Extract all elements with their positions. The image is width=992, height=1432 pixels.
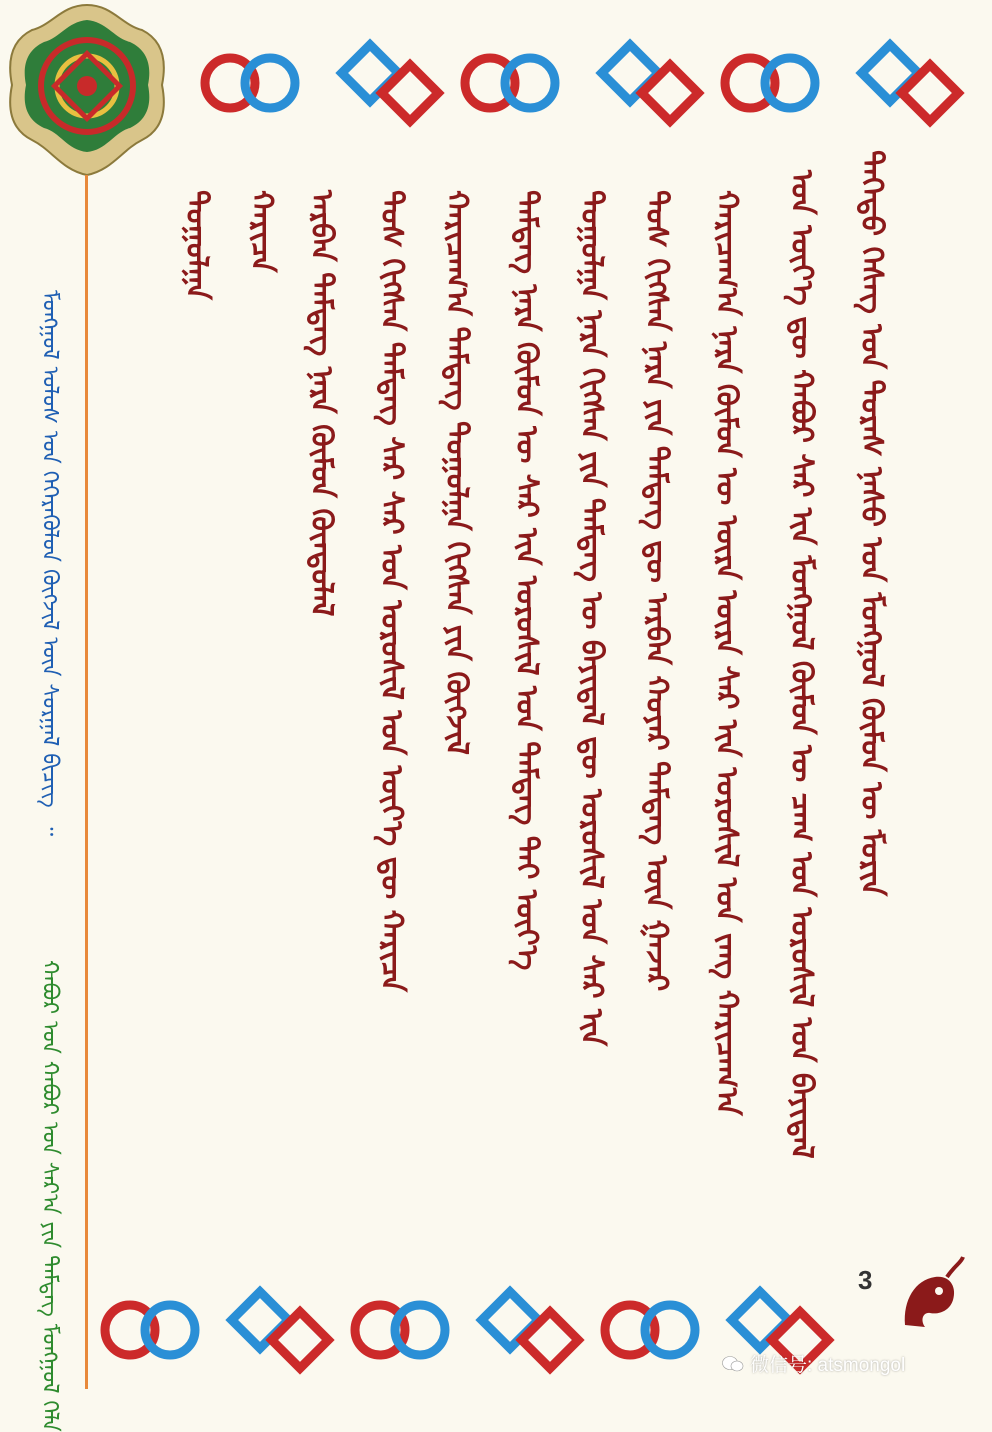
text-column-9: ᠠᠷᠪᠠᠨ ᠲᠡᠮᠳᠡᠭ ᠨᠡᠷᠡ ᠬᠦᠮᠦᠨ ᠬᠦᠨᠳᠦᠯᠡᠯ (304, 190, 339, 617)
wechat-icon (722, 1355, 744, 1373)
side-caption-blue: ᠮᠣᠩᠭᠣᠯ ᠤᠯᠤᠰ ᠤᠨ ᠭᠡᠭᠡᠷᠡᠭᠦᠯᠦᠨ ᠬᠥᠭᠵᠢᠯ ᠦᠨ ᠰᠤᠷᠭᠠᠯ ᠪᠢᠴᠢᠭ ᠍ ᠃ (37, 290, 62, 837)
text-column-1: ᠳᠡᠭᠡᠳᠦ ᠬᠡᠰᠡᠭ ᠤᠨ ᠳᠤᠷᠠᠰ ᠨᠠᠰᠤ ᠤᠨ ᠮᠣᠩᠭᠣᠯ ᠬᠥᠮᠦᠨ ᠦ ᠮᠣᠷᠢᠨ (854, 150, 889, 897)
knot-pattern-icon (180, 28, 980, 138)
watermark-text: 微信号: atsmongol (750, 1355, 906, 1376)
text-column-7: ᠬᠠᠷᠢᠴᠠᠭ᠎ᠠ ᠲᠡᠮᠳᠡᠭ ᠲᠤᠭᠤᠯᠭᠠ ᠬᠢᠭᠰᠡᠨ ᠶᠢᠨ ᠬᠥᠭᠵᠢᠯ (439, 190, 474, 755)
page-number: 3 (858, 1265, 873, 1295)
text-column-10: ᠬᠠᠷᠢᠴᠠ (244, 190, 279, 273)
top-ornament-row (180, 28, 980, 138)
ornament-medallion-icon (2, 0, 172, 180)
watermark (722, 1350, 905, 1377)
text-column-4: ᠲᠤᠰ ᠬᠢᠭᠰᠡᠨ ᠨᠡᠷᠡ ᠶᠢᠨ ᠲᠡᠮᠳᠡᠭ ᠳᠦ ᠠᠷᠪᠠᠨ ᠬᠣᠶᠠᠷ ᠲᠡᠮᠳᠡᠭ ᠦᠨ ᠭᠠᠵᠠᠷ (639, 190, 674, 992)
side-caption-green: ᠬᠠᠪᠤᠷ ᠤᠨ ᠬᠠᠪᠤᠷ ᠤᠨ ᠰᠠᠷ᠎ᠠ ᠶᠢᠨ ᠲᠡᠮᠳᠡᠭ ᠮᠣᠩᠭᠣᠯ ᠬᠡᠯᠡ (37, 960, 62, 1432)
text-column-11: ᠲᠤᠭᠤᠯᠭᠠ (179, 190, 214, 300)
text-column-8: ᠲᠤᠰ ᠬᠢᠭᠰᠡᠨ ᠲᠡᠮᠳᠡᠭ ᠰᠠᠷ ᠰᠠᠷ ᠤᠨ ᠤᠷᠤᠰᠢᠯ ᠤᠨ ᠦᠶ᠎ᠡ ᠳᠦ ᠬᠠᠷᠢᠴᠠ (374, 190, 409, 993)
text-column-2: ᠣᠨ ᠦᠶ᠎ᠡ ᠳᠦ ᠬᠠᠪᠤᠷ ᠰᠠᠷ ᠢᠨ ᠮᠣᠩᠭᠣᠯ ᠬᠥᠮᠦᠨ ᠦ ᠴᠠᠭ ᠤᠨ ᠤᠷᠤᠰᠢᠯ ᠤᠨ ᠪᠠᠶᠢᠳᠠᠯ (784, 170, 819, 1159)
text-column-6: ᠲᠡᠮᠳᠡᠭ ᠨᠡᠷᠡ ᠬᠦᠮᠦᠨ ᠦ ᠰᠠᠷ ᠢᠨ ᠤᠷᠤᠰᠢᠯ ᠤᠨ ᠲᠡᠮᠳᠡᠭ ᠲᠠᠢ ᠦᠶ᠎ᠡ (509, 190, 544, 971)
vertical-rule (85, 175, 88, 1389)
text-column-3: ᠬᠠᠷᠢᠴᠠᠭ᠎ᠠ ᠨᠡᠷᠡ ᠬᠦᠮᠦᠨ ᠦ ᠦᠷᠡ ᠦᠷᠡ ᠰᠠᠷ ᠢᠨ ᠤᠷᠤᠰᠢᠯ ᠤᠨ ᠵᠠᠩ ᠬᠠᠷᠢᠴᠠᠭ᠎ᠠ (709, 190, 744, 1116)
text-column-5: ᠲᠤᠭᠤᠯᠭᠠ ᠨᠡᠷᠡ ᠬᠢᠭᠰᠡᠨ ᠶᠢᠨ ᠲᠡᠮᠳᠡᠭ ᠦ ᠪᠠᠶᠢᠳᠠᠯ ᠳᠦ ᠤᠷᠤᠰᠢᠯ ᠤᠨ ᠰᠠᠷ ᠢᠨ (574, 190, 609, 1047)
goat-emblem-icon (895, 1255, 965, 1335)
